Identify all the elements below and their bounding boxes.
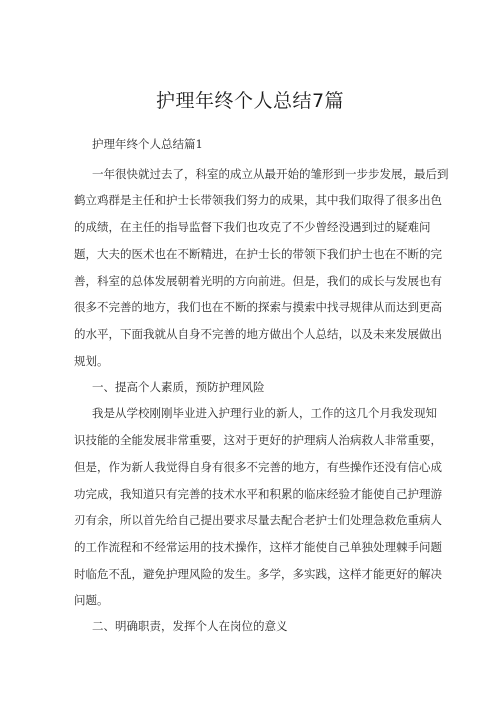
paragraph-line: 的水平，下面我就从自身不完善的地方做出个人总结，以及未来发展做出 [74, 327, 442, 341]
paragraph-line: 问题。 [74, 593, 109, 607]
paragraph-line: 的成绩，在主任的指导监督下我们也攻克了不少曾经没遇到过的疑难问 [74, 220, 431, 234]
section-heading: 二、明确职责，发挥个人在岗位的意义 [92, 619, 288, 633]
paragraph-line: 鹤立鸡群是主任和护士长带领我们努力的成果，其中我们取得了很多出色 [74, 193, 442, 207]
paragraph-line: 我是从学校刚刚毕业进入护理行业的新人，工作的这几个月我发现知 [92, 406, 437, 420]
paragraph-line: 的工作流程和不经常运用的技术操作，这样才能使自己单独处理棘手问题 [74, 540, 442, 554]
paragraph-line: 规划。 [74, 354, 109, 368]
paragraph-line: 识技能的全能发展非常重要，这对于更好的护理病人治病救人非常重要， [74, 433, 442, 447]
paragraph-line: 时临危不乱，避免护理风险的发生。多学，多实践，这样才能更好的解决 [74, 567, 442, 581]
paragraph-line: 题，大夫的医术也在不断精进，在护士长的带领下我们护士也在不断的完 [74, 247, 442, 261]
paragraph-line: 很多不完善的地方，我们也在不断的探索与摸索中找寻规律从而达到更高 [74, 300, 442, 314]
section-heading: 一、提高个人素质，预防护理风险 [92, 380, 265, 394]
section-subtitle: 护理年终个人总结篇1 [92, 137, 203, 151]
paragraph-line: 刃有余，所以首先给自己提出要求尽量去配合老护士们处理急救危重病人 [74, 513, 442, 527]
paragraph-line: 功完成，我知道只有完善的技术水平和积累的临床经验才能使自己护理游 [74, 487, 442, 501]
paragraph-line: 但是，作为新人我觉得自身有很多不完善的地方，有些操作还没有信心成 [74, 460, 442, 474]
document-title: 护理年终个人总结7篇 [155, 90, 345, 112]
paragraph-line: 一年很快就过去了，科室的成立从最开始的雏形到一步步发展，最后到 [92, 167, 449, 181]
paragraph-line: 善，科室的总体发展朝着光明的方向前进。但是，我们的成长与发展也有 [74, 274, 442, 288]
